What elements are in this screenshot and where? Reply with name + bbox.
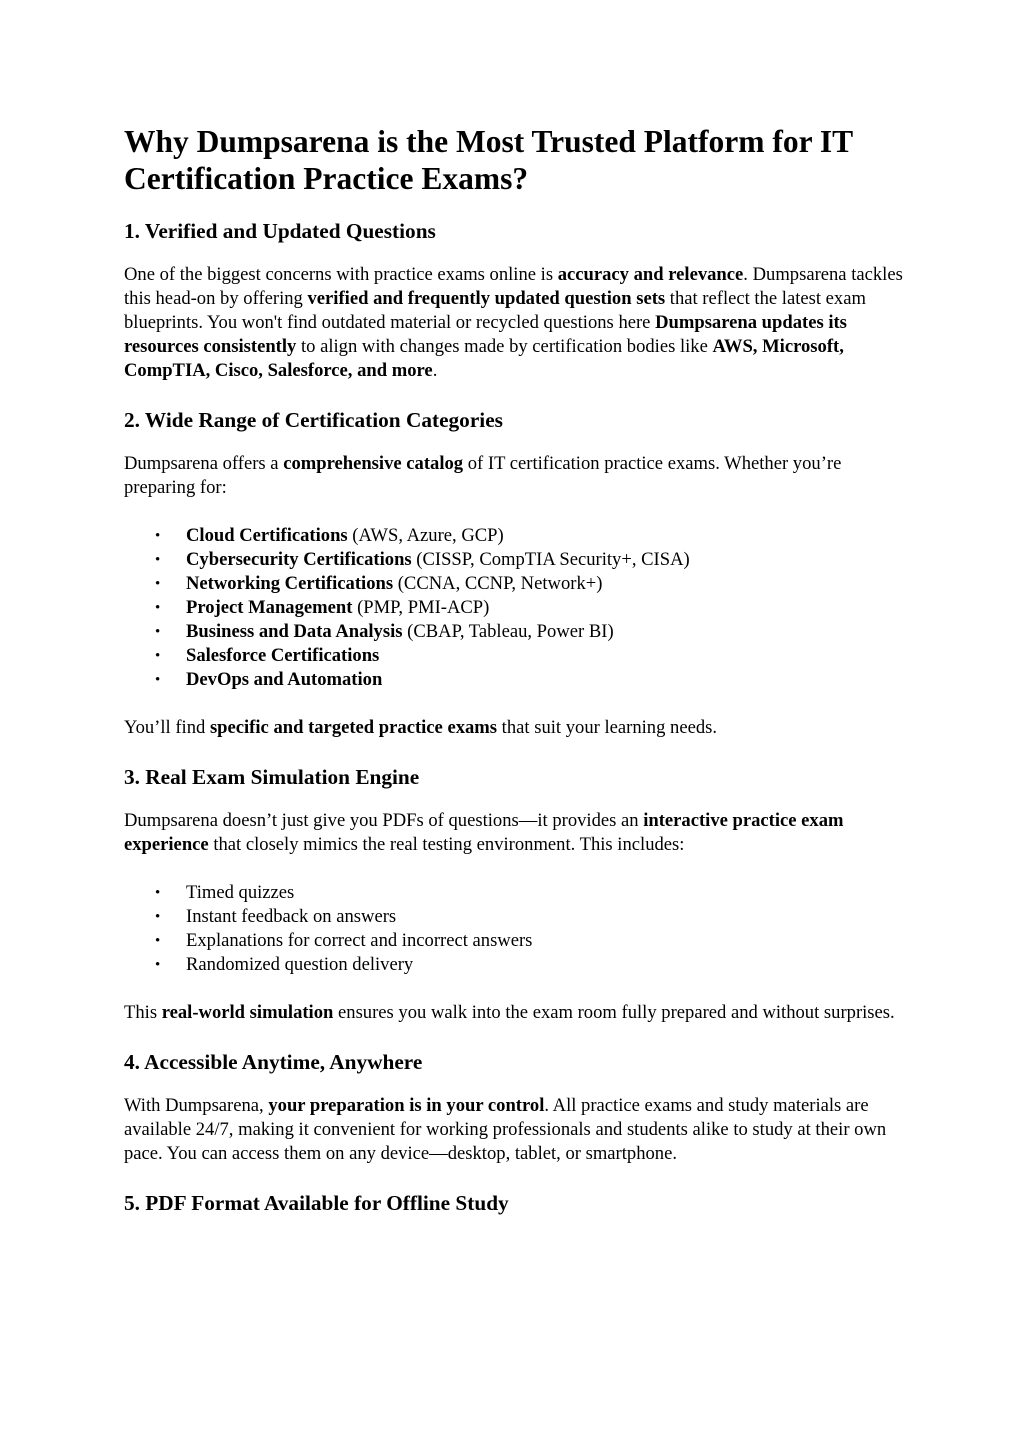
section-1-paragraph	[124, 263, 904, 383]
bullet-icon: •	[155, 933, 161, 949]
bullet-icon: •	[155, 909, 161, 925]
bold-run: specific and targeted practice exams	[209, 717, 498, 738]
list-item	[124, 881, 904, 905]
simulation-features-list	[124, 881, 904, 977]
bold-run: Networking Certifications	[186, 573, 394, 594]
text-run: (CBAP, Tableau, Power BI)	[402, 621, 614, 642]
bullet-icon: •	[155, 648, 161, 664]
text-run: that reflect the latest exam blueprints. You won't find outdated material or recycled questions here	[124, 288, 866, 333]
bullet-icon: •	[155, 957, 161, 973]
list-item	[124, 572, 904, 596]
text-run: One of the biggest concerns with practice exams online is	[124, 264, 558, 285]
bullet-icon: •	[155, 552, 161, 568]
text-run: (AWS, Azure, GCP)	[347, 525, 504, 546]
list-item	[124, 953, 904, 977]
text-run: Explanations for correct and incorrect answers	[186, 930, 533, 951]
bullet-icon: •	[155, 672, 161, 688]
title-line-1: Why Dumpsarena is the Most Trusted Platform for IT	[124, 124, 854, 159]
certification-category-list	[124, 524, 904, 692]
bullet-icon: •	[155, 576, 161, 592]
text-run: With Dumpsarena,	[124, 1095, 269, 1116]
bold-run: your preparation is in your control	[268, 1095, 545, 1116]
text-run: . Dumpsarena tackles this head-on by offering	[124, 264, 903, 309]
text-run: to align with changes made by certification bodies like	[296, 336, 713, 357]
list-item	[124, 929, 904, 953]
text-run: (PMP, PMI-ACP)	[352, 597, 490, 618]
bold-run: Salesforce Certifications	[186, 645, 380, 666]
bullet-icon: •	[155, 624, 161, 640]
section-3-intro	[124, 809, 904, 857]
section-1-heading: 1. Verified and Updated Questions	[124, 219, 436, 243]
bullet-icon: •	[155, 885, 161, 901]
text-run: Timed quizzes	[186, 882, 295, 903]
title-line-2: Certification Practice Exams?	[124, 161, 529, 196]
list-item	[124, 524, 904, 548]
text-run: Instant feedback on answers	[186, 906, 397, 927]
bold-run: Business and Data Analysis	[186, 621, 403, 642]
list-item	[124, 596, 904, 620]
bold-run: accuracy and relevance	[557, 264, 744, 285]
text-run: .	[432, 360, 438, 381]
text-run: This	[124, 1002, 162, 1023]
bold-run: AWS, Microsoft, CompTIA, Cisco, Salesforce, and more	[124, 336, 844, 381]
bold-run: interactive practice exam experience	[124, 810, 844, 855]
list-item	[124, 668, 904, 692]
bold-run: Project Management	[186, 597, 353, 618]
section-4-paragraph	[124, 1094, 904, 1166]
bullet-icon: •	[155, 600, 161, 616]
text-run: Dumpsarena doesn’t just give you PDFs of questions—it provides an	[124, 810, 644, 831]
bold-run: Cybersecurity Certifications	[186, 549, 412, 570]
list-item	[124, 548, 904, 572]
section-2-intro	[124, 452, 904, 500]
document-title	[124, 123, 904, 197]
text-run: . All practice exams and study materials are available 24/7, making it convenient for working professionals and students alike to study at their own pace. You can access them on any device—desktop, tablet, or smartphone.	[124, 1095, 887, 1164]
text-run: Dumpsarena offers a	[124, 453, 284, 474]
bold-run: Cloud Certifications	[186, 525, 348, 546]
text-run: Randomized question delivery	[186, 954, 414, 975]
section-3-closing	[124, 1001, 904, 1025]
section-2-heading: 2. Wide Range of Certification Categories	[124, 408, 503, 432]
document-page	[124, 123, 904, 1235]
section-2-closing	[124, 716, 904, 740]
list-item	[124, 620, 904, 644]
bold-run: verified and frequently updated question sets	[307, 288, 666, 309]
section-3-heading: 3. Real Exam Simulation Engine	[124, 765, 420, 789]
text-run: (CISSP, CompTIA Security+, CISA)	[411, 549, 690, 570]
list-item	[124, 905, 904, 929]
text-run: of IT certification practice exams. Whether you’re preparing for:	[124, 453, 842, 498]
bullet-icon: •	[155, 528, 161, 544]
section-5-heading: 5. PDF Format Available for Offline Study	[124, 1191, 509, 1215]
list-item	[124, 644, 904, 668]
text-run: (CCNA, CCNP, Network+)	[393, 573, 603, 594]
bold-run: DevOps and Automation	[186, 669, 383, 690]
bold-run: real-world simulation	[161, 1002, 334, 1023]
text-run: ensures you walk into the exam room fully prepared and without surprises.	[333, 1002, 895, 1023]
text-run: You’ll find	[124, 717, 210, 738]
bold-run: comprehensive catalog	[283, 453, 464, 474]
bold-run: Dumpsarena updates its resources consistently	[124, 312, 847, 357]
section-4-heading: 4. Accessible Anytime, Anywhere	[124, 1050, 423, 1074]
text-run: that suit your learning needs.	[497, 717, 718, 738]
text-run: that closely mimics the real testing environment. This includes:	[208, 834, 685, 855]
